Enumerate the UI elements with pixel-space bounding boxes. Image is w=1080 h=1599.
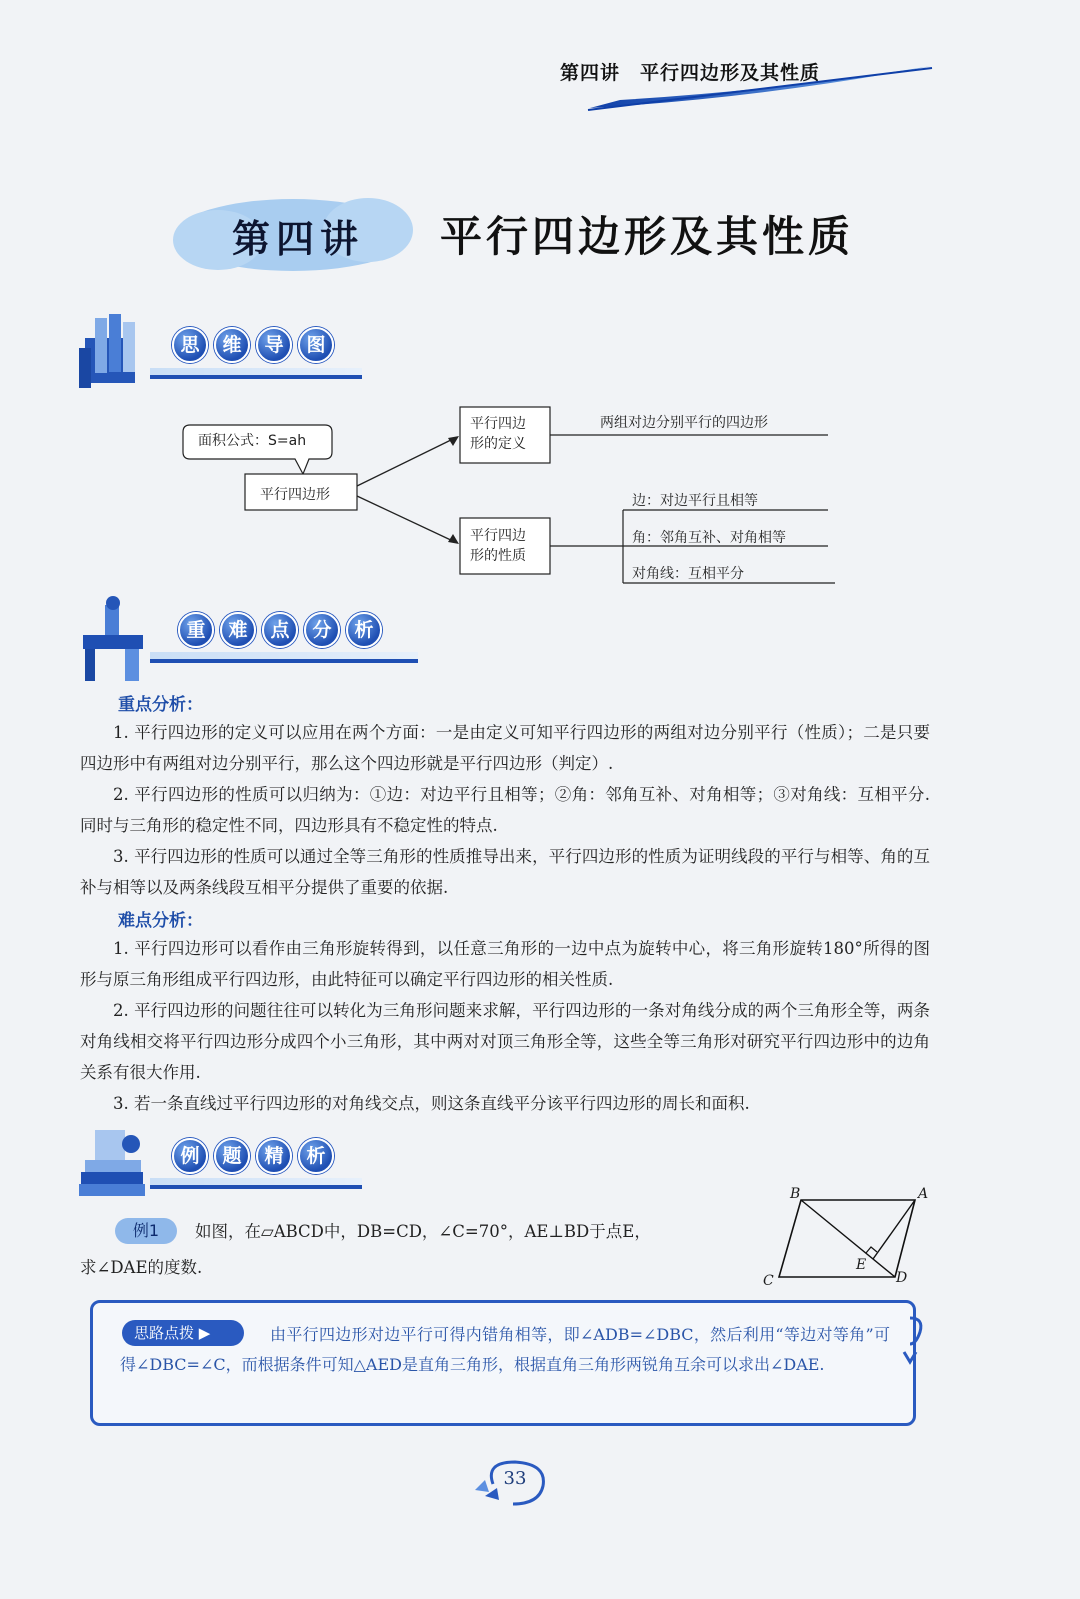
definition-node-line: 形的定义 [470,436,526,452]
hint-label-text: 思路点拨 [134,1324,195,1342]
section-underline [150,375,362,379]
label-c: C [763,1273,774,1289]
label-b: B [790,1186,801,1202]
key-point: 2. 平行四边形的性质可以归纳为：①边：对边平行且相等；②角：邻角互补、对角相等；③对角线：互相平分. 同时与三角形的稳定性不同，四边形具有不稳定性的特点. [80,785,930,835]
key-points-heading: 重点分析： [118,695,203,715]
chapter-badge: 第四讲 [232,216,365,261]
label-a: A [918,1186,929,1202]
label-e: E [856,1257,867,1273]
reader-desk-icon [75,595,155,685]
section-char: 例 [172,1138,208,1174]
section-title-analysis [178,612,382,648]
section-char: 难 [220,612,256,648]
definition-node-line: 平行四边 [470,416,526,432]
section-char: 分 [304,612,340,648]
difficult-points-heading: 难点分析： [118,911,203,931]
example-label: 例1 [115,1218,177,1244]
section-char: 导 [256,327,292,363]
example-line-1: 如图，在▱ABCD中，DB=CD，∠C=70°，AE⊥BD于点E， [195,1222,651,1241]
section-underline-light [150,652,418,659]
section-title-examples [172,1138,334,1174]
key-point: 1. 平行四边形的定义可以应用在两个方面：一是由定义可知平行四边形的两组对边分别平行（性质）；二是只要四边形中有两组对边分别平行，那么这个四边形就是平行四边形（判定）. [80,723,930,773]
key-point: 3. 平行四边形的性质可以通过全等三角形的性质推导出来，平行四边形的性质为证明线段的平行与相等、角的互补与相等以及两条线段互相平分提供了重要的依据. [80,847,930,897]
area-formula: 面积公式：S=ah [198,433,307,449]
section-char: 图 [298,327,334,363]
books-icon [75,308,155,390]
play-icon: ▶ [198,1324,211,1342]
section-title-mind-map [172,327,334,363]
page-number: 33 [503,1468,527,1489]
running-header: 第四讲 平行四边形及其性质 [560,62,821,84]
property-node [470,526,526,566]
section-char: 维 [214,327,250,363]
definition-node [470,414,526,454]
header-swoosh [560,60,940,115]
section-underline [150,659,418,663]
property-node-line: 平行四边 [470,528,526,544]
section-underline-light [150,368,362,375]
section-char: 析 [298,1138,334,1174]
key-points-body [80,717,930,903]
section-char: 思 [172,327,208,363]
hint-text: 由平行四边形对边平行可得内错角相等，即∠ADB=∠DBC，然后利用“等边对等角”可得∠DBC=∠C，而根据条件可知△AED是直角三角形，根据直角三角形两锐角互余可以求出∠DAE. [120,1325,890,1374]
difficult-point: 1. 平行四边形可以看作由三角形旋转得到，以任意三角形的一边中点为旋转中心，将三角形旋转180°所得的图形与原三角形组成平行四边形，由此特征可以确定平行四边形的相关性质. [80,939,930,989]
property-sides: 边：对边平行且相等 [632,493,758,509]
property-diagonals: 对角线：互相平分 [632,566,744,582]
property-node-line: 形的性质 [470,548,526,564]
section-underline-light [150,1178,362,1185]
section-char: 重 [178,612,214,648]
stacked-books-icon [75,1122,155,1202]
section-char: 题 [214,1138,250,1174]
section-char: 析 [346,612,382,648]
difficult-points-body [80,933,930,1119]
section-underline [150,1185,362,1189]
chapter-title: 平行四边形及其性质 [440,212,855,261]
difficult-point: 2. 平行四边形的问题往往可以转化为三角形问题来求解，平行四边形的一条对角线分成的两个三角形全等，两条对角线相交将平行四边形分成四个小三角形，其中两对对顶三角形全等，这些全等三角形对研究平行四边形中的边角关系有很大作用. [80,1001,930,1082]
section-char: 精 [256,1138,292,1174]
definition-text: 两组对边分别平行的四边形 [600,415,768,431]
section-char: 点 [262,612,298,648]
property-angles: 角：邻角互补、对角相等 [632,530,786,546]
mind-map-root: 平行四边形 [260,487,330,503]
hook-icon [890,1314,930,1374]
example-line-2: 求∠DAE的度数. [80,1258,203,1277]
difficult-point: 3. 若一条直线过平行四边形的对角线交点，则这条直线平分该平行四边形的周长和面积. [113,1094,750,1113]
label-d: D [896,1270,908,1286]
